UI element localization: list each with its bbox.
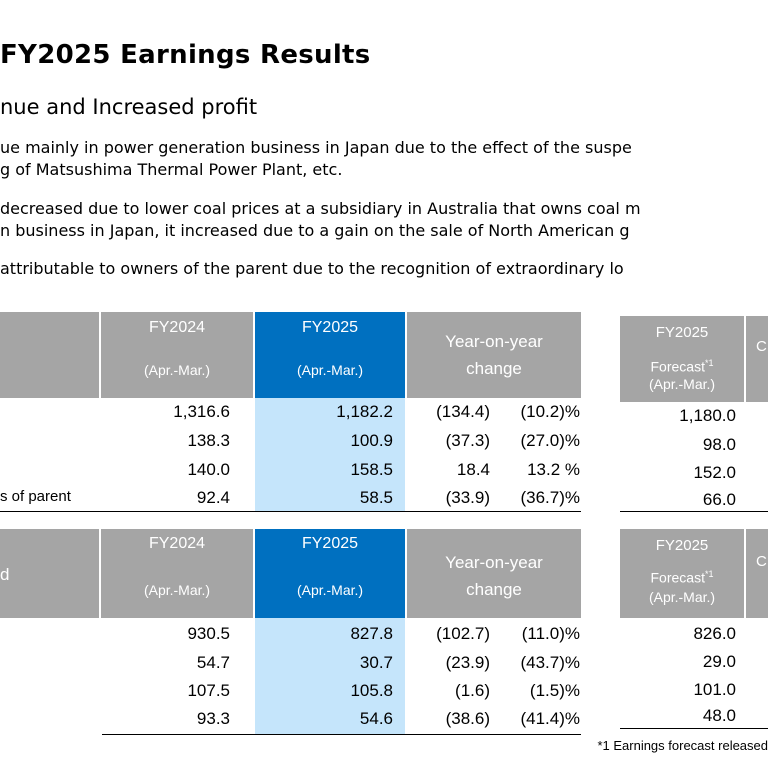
forecast-bottom-rule: [620, 728, 768, 729]
page-title: FY2025 Earnings Results: [0, 40, 371, 70]
header-yoy-change: Year-on-year change: [407, 312, 581, 398]
header-fy2025: FY2025 (Apr.-Mar.): [255, 312, 405, 398]
footnote: *1 Earnings forecast released: [597, 738, 768, 753]
bullet-text: n business in Japan, it increased due to a gain on the sale of North American g: [0, 221, 630, 240]
header-fy2024: FY2024 (Apr.-Mar.): [101, 529, 253, 618]
table-header-label: [0, 312, 99, 398]
header-cut-column: C: [746, 316, 768, 402]
header-yoy-change: Year-on-year change: [407, 529, 581, 618]
bullet-text: ue mainly in power generation business in Japan due to the effect of the suspe: [0, 138, 632, 157]
table-bottom-rule: [102, 734, 581, 735]
bullet-text: g of Matsushima Thermal Power Plant, etc.: [0, 160, 343, 179]
forecast-bottom-rule: [620, 511, 768, 512]
header-fy2025: FY2025 (Apr.-Mar.): [255, 529, 405, 618]
section-subtitle: nue and Increased profit: [0, 95, 258, 119]
header-fy2024: FY2024 (Apr.-Mar.): [101, 312, 253, 398]
header-forecast: FY2025 Forecast$^{*1}$ (Apr.-Mar.): [620, 529, 744, 618]
table-header-label: d: [0, 529, 99, 618]
bullet-text: decreased due to lower coal prices at a subsidiary in Australia that owns coal m: [0, 199, 641, 218]
header-forecast: FY2025 Forecast$^{*1}$ (Apr.-Mar.): [620, 316, 744, 402]
header-cut-column: C: [746, 529, 768, 618]
table-bottom-rule: [0, 511, 581, 512]
bullet-text: attributable to owners of the parent due to the recognition of extraordinary lo: [0, 259, 624, 278]
